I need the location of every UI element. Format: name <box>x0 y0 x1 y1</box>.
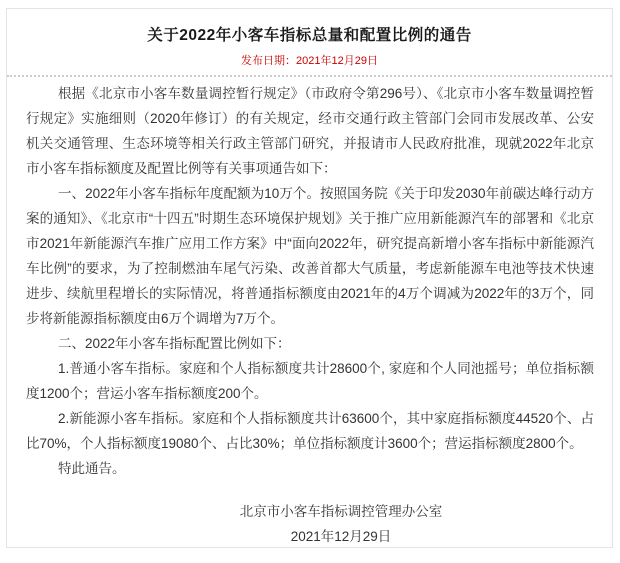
notice-title: 关于2022年小客车指标总量和配置比例的通告 <box>147 27 472 44</box>
publish-date: 发布日期：2021年12月29日 <box>241 55 378 67</box>
paragraph-closing: 特此通告。 <box>58 461 126 476</box>
signature-date: 2021年12月29日 <box>290 529 392 544</box>
signature-block <box>57 499 620 549</box>
paragraph-ordinary-quota: 1.普通小客车指标。家庭和个人指标额度共计28600个, 家庭和个人同池摇号；单位指标额度1200个；营运小客车指标额度200个。 <box>26 361 594 401</box>
paragraph-ratio-heading: 二、2022年小客车指标配置比例如下： <box>58 336 291 351</box>
signature-office: 北京市小客车指标调控管理办公室 <box>239 504 443 519</box>
paragraph-annual-quota: 一、2022年小客车指标年度配额为10万个。按照国务院《关于印发2030年前碳达峰行动方案的通知》、《北京市“十四五”时期生态环境保护规划》关于推广应用新能源汽车的部署和《北京市2021年新能源汽车推广应用工作方案》中“面向2022年，研究提高新增小客车指标中新能源汽车比例”的要求，为了控制燃油车尾气污染、改善首都大气质量，考虑新能源车电池等技术快速进步、续航里程增长的实际情况，将普通指标额度由2021年的4万个调减为2022年的3万个，同步将新能源指标额度由6万个调增为7万个。 <box>26 186 594 326</box>
notice-body <box>7 77 612 549</box>
notice-card <box>6 8 613 548</box>
paragraph-nev-quota: 2.新能源小客车指标。家庭和个人指标额度共计63600个，其中家庭指标额度44520个、占比70%，个人指标额度19080个、占比30%；单位指标额度计3600个；营运指标额度2800个。 <box>26 411 594 451</box>
paragraph-legal-basis: 根据《北京市小客车数量调控暂行规定》（市政府令第296号）、《北京市小客车数量调控暂行规定》实施细则（2020年修订）的有关规定，经市交通行政主管部门会同市发展改革、公安机关交通管理、生态环境等相关行政主管部门研究，并报请市人民政府批准，现就2022年北京市小客车指标额度及配置比例等有关事项通告如下： <box>26 86 594 176</box>
